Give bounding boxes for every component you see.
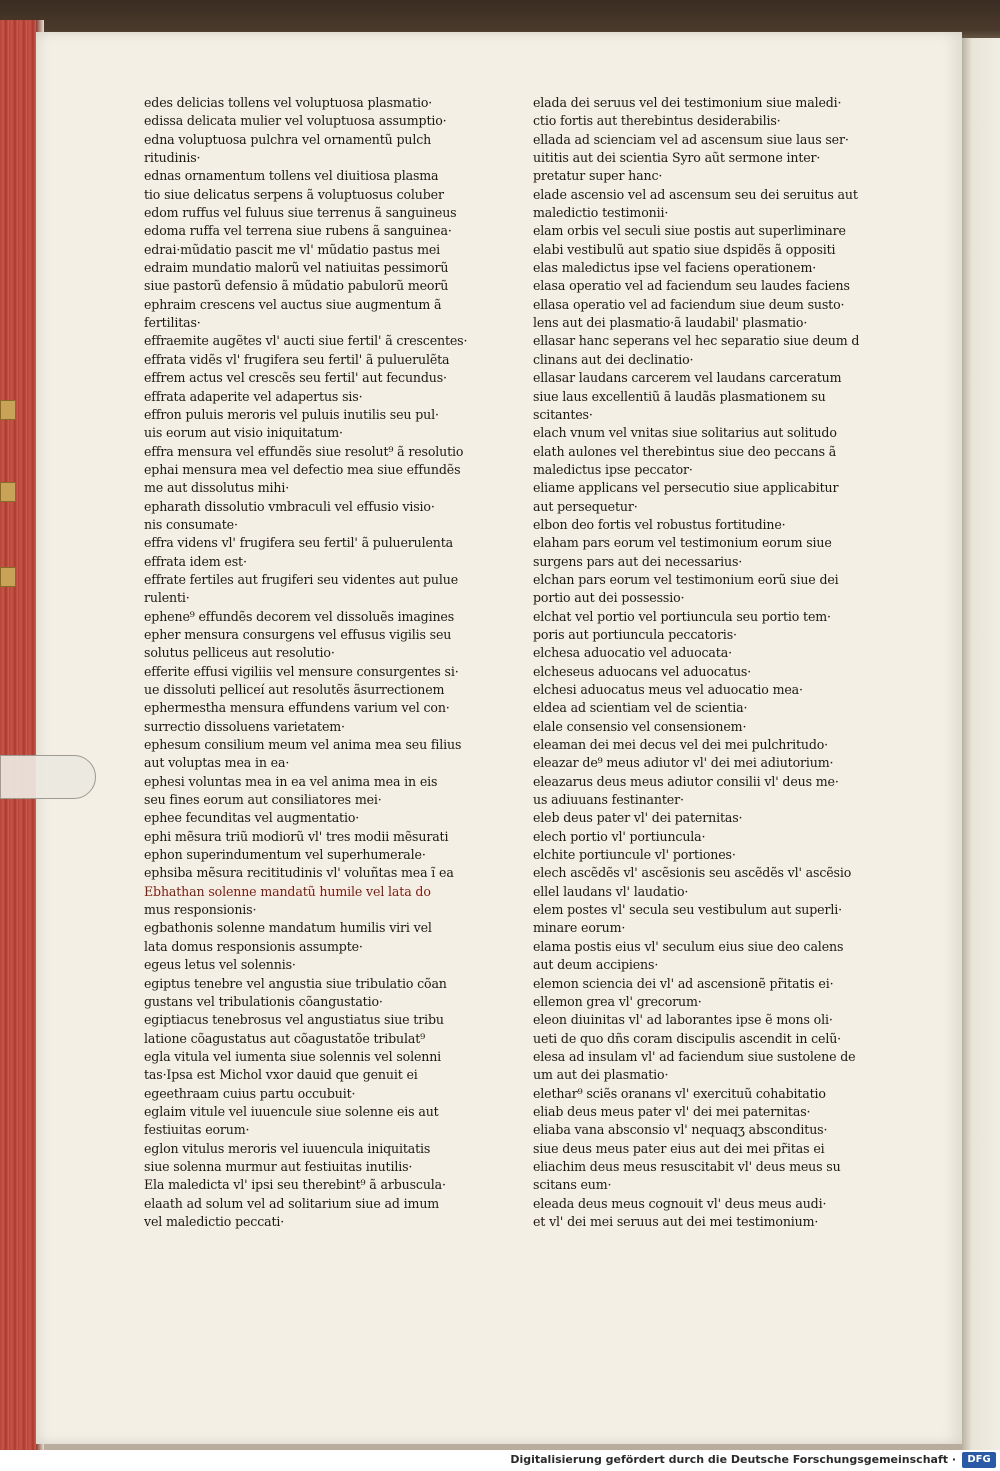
book-edge-red	[0, 20, 40, 1450]
dfg-logo: DFG	[962, 1452, 996, 1468]
text-line: eliaba vana absconsio vl' nequaqʒ absconditus·	[533, 1122, 828, 1138]
text-line: ephermestha mensura effundens varium vel con·	[144, 700, 450, 716]
text-line: elchan pars eorum vel testimonium eorũ siue dei	[533, 571, 839, 587]
text-line: ephraim crescens vel auctus siue augmentum ã	[144, 296, 442, 312]
text-line: elach vnum vel vnitas siue solitarius aut solitudo	[533, 425, 837, 441]
text-line: effrata idem est·	[144, 553, 247, 569]
text-line: ephesi voluntas mea in ea vel anima mea in eis	[144, 773, 438, 789]
text-line: eleon diuinitas vl' ad laborantes ipse ẽ mons oli·	[533, 1012, 833, 1028]
text-line: edrai·mũdatio pascit me vl' mũdatio pastus mei	[144, 241, 441, 257]
text-line: eleaman dei mei decus vel dei mei pulchritudo·	[533, 737, 829, 753]
text-line: elchite portiuncule vl' portiones·	[533, 847, 736, 863]
text-line: maledictus ipse peccator·	[533, 461, 693, 477]
text-line: ephi mẽsura triũ modiorũ vl' tres modii mẽsurati	[144, 828, 449, 844]
text-line: elbon deo fortis vel robustus fortitudine·	[533, 516, 786, 532]
text-line: aut voluptas mea in ea·	[144, 755, 290, 771]
text-line: siue deus meus pater eius aut dei mei pr̃itas ei	[533, 1140, 825, 1156]
text-line: ephsiba mẽsura recititudinis vl' voluñtas mea ĩ ea	[144, 865, 454, 881]
text-line: elem postes vl' secula seu vestibulum aut superli·	[533, 902, 842, 918]
text-line: aut deum accipiens·	[533, 957, 659, 973]
text-line: ritudinis·	[144, 150, 201, 166]
text-line: uititis aut dei scientia Syro aũt sermone inter·	[533, 150, 821, 166]
text-line: eliab deus meus pater vl' dei mei paternitas·	[533, 1103, 811, 1119]
text-line: eliachim deus meus resuscitabit vl' deus meus su	[533, 1158, 841, 1174]
text-line: epharath dissolutio vmbraculi vel effusio visio·	[144, 498, 435, 514]
text-line: edissa delicata mulier vel voluptuosa assumptio·	[144, 113, 447, 129]
text-line: surgens pars aut dei necessarius·	[533, 553, 743, 569]
text-line: ellada ad scienciam vel ad ascensum siue laus ser·	[533, 131, 849, 147]
text-line: ellasar hanc seperans vel hec separatio siue deum d	[533, 333, 860, 349]
text-line: us adiuuans festinanter·	[533, 792, 684, 808]
text-line: surrectio dissoluens varietatem·	[144, 718, 345, 734]
funding-credit: Digitalisierung gefördert durch die Deutsche Forschungsgemeinschaft ·	[510, 1453, 956, 1466]
text-line: eliame applicans vel persecutio siue applicabitur	[533, 480, 839, 496]
clasp-mark	[0, 567, 16, 587]
text-line: ueti de quo dñs coram discipulis ascendit in celũ·	[533, 1030, 842, 1046]
text-line: edom ruffus vel fuluus siue terrenus ã sanguineus	[144, 205, 457, 221]
text-line: effron puluis meroris vel puluis inutilis seu pul·	[144, 406, 439, 422]
text-line: ellasa operatio vel ad faciendum siue deum susto·	[533, 296, 845, 312]
text-line: fertilitas·	[144, 315, 201, 331]
text-line: ellasar laudans carcerem vel laudans carceratum	[533, 370, 842, 386]
text-line: latione cõagustatus aut cõagustatõe tribulat⁹	[144, 1030, 426, 1046]
text-line: um aut dei plasmatio·	[533, 1067, 669, 1083]
text-line: ephesum consilium meum vel anima mea seu filius	[144, 737, 462, 753]
text-line: eldea ad scientiam vel de scientia·	[533, 700, 748, 716]
text-line: effrata adaperite vel adapertus sis·	[144, 388, 363, 404]
text-line: elath aulones vel therebintus siue deo peccans ã	[533, 443, 837, 459]
text-line: uis eorum aut visio iniquitatum·	[144, 425, 343, 441]
text-line: Ela maledicta vl' ipsi seu therebint⁹ ã arbuscula·	[144, 1177, 446, 1193]
text-line: eleada deus meus cognouit vl' deus meus audi·	[533, 1195, 827, 1211]
text-line: elech portio vl' portiuncula·	[533, 828, 706, 844]
text-line: lens aut dei plasmatio·ã laudabil' plasmatio·	[533, 315, 808, 331]
text-line: scitantes·	[533, 406, 593, 422]
text-line: edna voluptuosa pulchra vel ornamentũ pulch	[144, 131, 432, 147]
clasp-mark	[0, 482, 16, 502]
text-line: maledictio testimonii·	[533, 205, 669, 221]
text-line: egbathonis solenne mandatum humilis viri vel	[144, 920, 432, 936]
text-line: epher mensura consurgens vel effusus vigilis seu	[144, 626, 452, 642]
text-line: ephon superindumentum vel superhumerale·	[144, 847, 426, 863]
text-line: elas maledictus ipse vel faciens operationem·	[533, 260, 817, 276]
text-line: Ebhathan solenne mandatũ humile vel lata do	[144, 883, 431, 899]
text-line: edoma ruffa vel terrena siue rubens ã sanguinea·	[144, 223, 452, 239]
text-line: me aut dissolutus mihi·	[144, 480, 290, 496]
text-line: elchat vel portio vel portiuncula seu portio tem·	[533, 608, 831, 624]
text-line: lata domus responsionis assumpte·	[144, 938, 363, 954]
text-line: eleazarus deus meus adiutor consilii vl' deus me·	[533, 773, 839, 789]
text-line: ellemon grea vl' grecorum·	[533, 993, 702, 1009]
text-line: elethar⁹ sciẽs oranans vl' exercituũ cohabitatio	[533, 1085, 826, 1101]
text-line: scitans eum·	[533, 1177, 612, 1193]
text-line: solutus pelliceus aut resolutio·	[144, 645, 335, 661]
text-line: efferite effusi vigiliis vel mensure consurgentes si·	[144, 663, 459, 679]
text-line: et vl' dei mei seruus aut dei mei testimonium·	[533, 1213, 819, 1229]
text-line: rulenti·	[144, 590, 190, 606]
text-line: mus responsionis·	[144, 902, 257, 918]
text-line: nis consumate·	[144, 516, 238, 532]
text-line: elchesi aduocatus meus vel aduocatio mea·	[533, 682, 803, 697]
text-line: effra mensura vel effundẽs siue resolut⁹ ã resolutio	[144, 443, 464, 459]
text-line: poris aut portiuncula peccatoris·	[533, 626, 737, 642]
text-line: edes delicias tollens vel voluptuosa plasmatio·	[144, 95, 433, 110]
text-line: vel maledictio peccati·	[144, 1213, 285, 1229]
text-line: effra videns vl' frugifera seu fertil' ã puluerulenta	[144, 535, 454, 551]
page-holder-tab	[0, 755, 96, 799]
next-page-edge	[962, 38, 1000, 1450]
text-line: elam orbis vel seculi siue postis aut superliminare	[533, 223, 846, 239]
text-line: siue pastorũ defensio ã mũdatio pabulorũ meorũ	[144, 278, 449, 294]
text-line: minare eorum·	[533, 920, 626, 936]
text-line: aut persequetur·	[533, 498, 638, 514]
text-line: clinans aut dei declinatio·	[533, 351, 694, 367]
text-line: portio aut dei possessio·	[533, 590, 685, 606]
text-line: ctio fortis aut therebintus desiderabilis·	[533, 113, 781, 129]
text-line: egeethraam cuius partu occubuit·	[144, 1085, 356, 1101]
text-line: tas·Ipsa est Michol vxor dauid que genuit ei	[144, 1067, 418, 1083]
text-line: gustans vel tribulationis cõangustatio·	[144, 993, 383, 1009]
text-line: elade ascensio vel ad ascensum seu dei seruitus aut	[533, 186, 858, 202]
text-line: elchesa aduocatio vel aduocata·	[533, 645, 732, 661]
text-line: eleazar de⁹ meus adiutor vl' dei mei adiutorium·	[533, 755, 834, 771]
text-line: ednas ornamentum tollens vel diuitiosa plasma	[144, 168, 439, 184]
right-text-column	[533, 94, 875, 1231]
text-line: festiuitas eorum·	[144, 1122, 250, 1138]
text-line: tio siue delicatus serpens ã voluptuosus coluber	[144, 186, 444, 202]
text-line: elasa operatio vel ad faciendum seu laudes faciens	[533, 278, 850, 294]
text-line: ephene⁹ effundẽs decorem vel dissoluẽs imagines	[144, 608, 455, 624]
text-line: elech ascẽdẽs vl' ascẽsionis seu ascẽdẽs vl' ascẽsio	[533, 865, 852, 881]
text-line: egiptus tenebre vel angustia siue tribulatio cõan	[144, 975, 447, 991]
text-line: pretatur super hanc·	[533, 168, 663, 184]
text-line: elemon sciencia dei vl' ad ascensionẽ pr̃itatis ei·	[533, 975, 834, 991]
footer-bar	[0, 1450, 1000, 1471]
text-line: elama postis eius vl' seculum eius siue deo calens	[533, 938, 844, 954]
text-line: ue dissoluti pelliceí aut resolutẽs ãsurrectionem	[144, 682, 445, 697]
text-line: elaham pars eorum vel testimonium eorum siue	[533, 535, 832, 551]
text-line: elesa ad insulam vl' ad faciendum siue sustolene de	[533, 1048, 856, 1064]
text-line: elada dei seruus vel dei testimonium siue maledi·	[533, 95, 842, 110]
text-line: eglaim vitule vel iuuencule siue solenne eis aut	[144, 1103, 439, 1119]
text-line: siue laus excellentiũ ã laudãs plasmationem su	[533, 388, 826, 404]
text-line: effrate fertiles aut frugiferi seu videntes aut pulue	[144, 571, 458, 587]
left-text-column	[144, 94, 484, 1231]
text-line: ellel laudans vl' laudatio·	[533, 883, 689, 899]
text-line: effrem actus vel crescẽs seu fertil' aut fecundus·	[144, 370, 447, 386]
text-line: egiptiacus tenebrosus vel angustiatus siue tribu	[144, 1012, 444, 1028]
clasp-mark	[0, 400, 16, 420]
text-line: siue solenna murmur aut festiuitas inutilis·	[144, 1158, 413, 1174]
text-line: egla vitula vel iumenta siue solennis vel solenni	[144, 1048, 442, 1064]
text-line: elaath ad solum vel ad solitarium siue ad imum	[144, 1195, 440, 1211]
text-line: ephee fecunditas vel augmentatio·	[144, 810, 360, 826]
text-line: elabi vestibulũ aut spatio siue dspidẽs ã oppositi	[533, 241, 836, 257]
text-line: ephai mensura mea vel defectio mea siue effundẽs	[144, 461, 461, 477]
text-line: elcheseus aduocans vel aduocatus·	[533, 663, 752, 679]
text-line: effrata vidẽs vl' frugifera seu fertil' ã puluerulẽta	[144, 351, 450, 367]
text-line: eleb deus pater vl' dei paternitas·	[533, 810, 743, 826]
text-line: elale consensio vel consensionem·	[533, 718, 747, 734]
text-line: edraim mundatio malorũ vel natiuitas pessimorũ	[144, 260, 449, 276]
text-line: eglon vitulus meroris vel iuuencula iniquitatis	[144, 1140, 431, 1156]
text-line: effraemite augẽtes vl' aucti siue fertil' ã crescentes·	[144, 333, 468, 349]
text-line: egeus letus vel solennis·	[144, 957, 296, 973]
text-line: seu fines eorum aut consiliatores mei·	[144, 792, 382, 808]
